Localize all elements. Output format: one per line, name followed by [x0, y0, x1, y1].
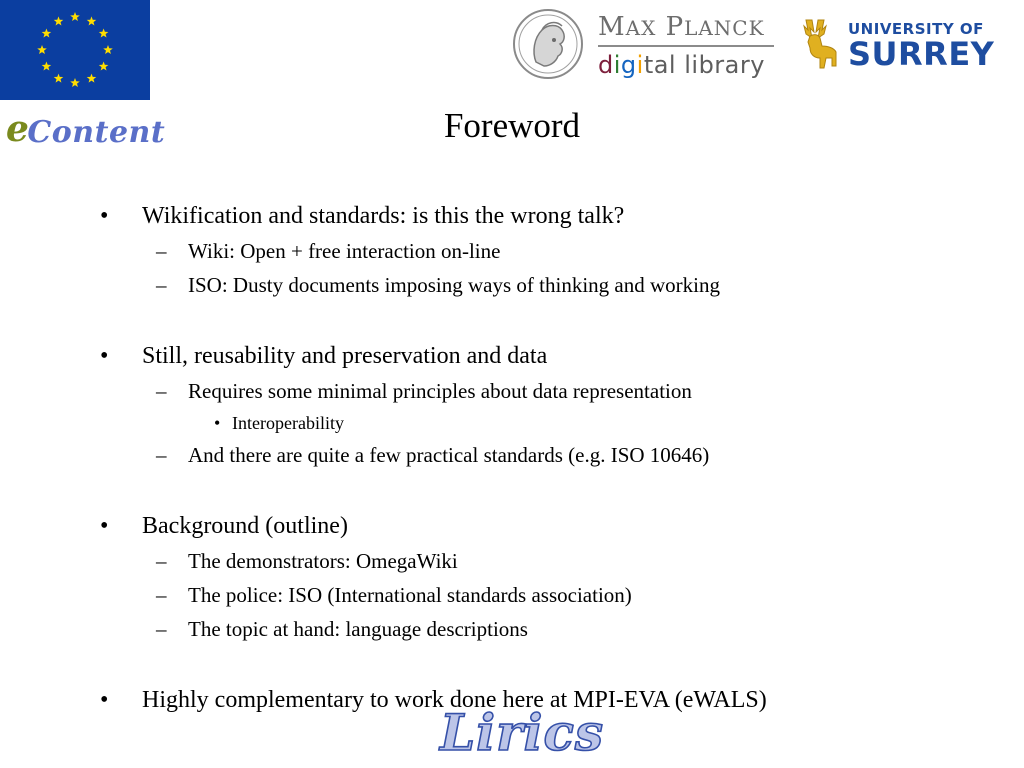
- surrey-logo-line2: SURREY: [848, 35, 995, 73]
- bullet-marker: •: [100, 513, 109, 539]
- bullet-text: Still, reusability and preservation and data: [142, 343, 548, 369]
- mpdl-logo-divider: [598, 45, 774, 47]
- bullet-marker: –: [156, 239, 167, 263]
- sub-sub-bullet-item: [100, 408, 1000, 438]
- bullet-marker: •: [100, 687, 109, 713]
- minerva-emblem-icon: [512, 8, 584, 80]
- bullet-text: Background (outline): [142, 513, 348, 539]
- bullet-item: [100, 198, 1000, 234]
- sub-bullet-item: [100, 268, 1000, 302]
- bullet-text: Requires some minimal principles about data representation: [188, 379, 692, 403]
- bullet-spacer: [100, 472, 1000, 508]
- mpdl-logo-line1-part: P: [656, 12, 685, 42]
- eu-flag-logo: [0, 0, 150, 100]
- sub-bullet-item: [100, 544, 1000, 578]
- bullet-marker: –: [156, 379, 167, 403]
- mpdl-logo-line2-part: i: [636, 51, 644, 79]
- bullet-spacer: [100, 302, 1000, 338]
- econtent-logo-text: Content: [27, 115, 166, 150]
- bullet-marker: –: [156, 617, 167, 641]
- sub-bullet-item: [100, 578, 1000, 612]
- slide-body: [100, 198, 1000, 718]
- surrey-stag-logo: [796, 16, 842, 72]
- bullet-marker: •: [100, 343, 109, 369]
- bullet-spacer: [100, 646, 1000, 682]
- bullet-marker: –: [156, 583, 167, 607]
- sub-bullet-item: [100, 438, 1000, 472]
- mpdl-logo-line1: [598, 12, 774, 43]
- bullet-item: [100, 508, 1000, 544]
- slide-title: Foreword: [443, 106, 581, 145]
- bullet-text: Wikification and standards: is this the wrong talk?: [142, 203, 625, 229]
- mpdl-logo-line2-part: i: [613, 51, 621, 79]
- bullet-marker: •: [214, 413, 221, 433]
- mpdl-logo-line2: [598, 51, 774, 79]
- mpdl-logo-line1-part: AX: [625, 16, 657, 40]
- bullet-marker: –: [156, 443, 167, 467]
- mpdl-logo-line2-part: tal library: [643, 51, 765, 79]
- bullet-text: ISO: Dusty documents imposing ways of thinking and working: [188, 273, 720, 297]
- mpdl-logo-line1-part: LANCK: [684, 16, 765, 40]
- mpdl-logo: [598, 12, 774, 79]
- bullet-text: The demonstrators: OmegaWiki: [188, 549, 458, 573]
- eu-flag-icon: [0, 0, 150, 100]
- minerva-emblem-logo: [512, 8, 584, 80]
- bullet-marker: •: [100, 203, 109, 229]
- bullet-item: [100, 338, 1000, 374]
- surrey-logo-line1: UNIVERSITY OF: [848, 20, 984, 38]
- mpdl-logo-line2-part: g: [620, 51, 637, 79]
- econtent-logo-prefix: e: [6, 108, 30, 150]
- bullet-text: And there are quite a few practical standards (e.g. ISO 10646): [188, 443, 710, 467]
- bullet-text: The police: ISO (International standards association): [188, 583, 632, 607]
- stag-icon: [796, 16, 842, 72]
- bullet-marker: –: [156, 273, 167, 297]
- sub-bullet-item: [100, 234, 1000, 268]
- bullet-marker: –: [156, 549, 167, 573]
- mpdl-logo-line1-part: M: [598, 12, 626, 42]
- bullet-text: Interoperability: [232, 413, 344, 433]
- bullet-text: The topic at hand: language descriptions: [188, 617, 528, 641]
- sub-bullet-item: [100, 612, 1000, 646]
- lirics-logo: Lirics: [440, 703, 605, 762]
- sub-bullet-item: [100, 374, 1000, 408]
- bullet-text: Highly complementary to work done here at MPI-EVA (eWALS): [142, 687, 767, 713]
- surrey-logo: [848, 20, 995, 73]
- mpdl-logo-line2-part: d: [598, 51, 614, 79]
- bullet-text: Wiki: Open + free interaction on-line: [188, 239, 501, 263]
